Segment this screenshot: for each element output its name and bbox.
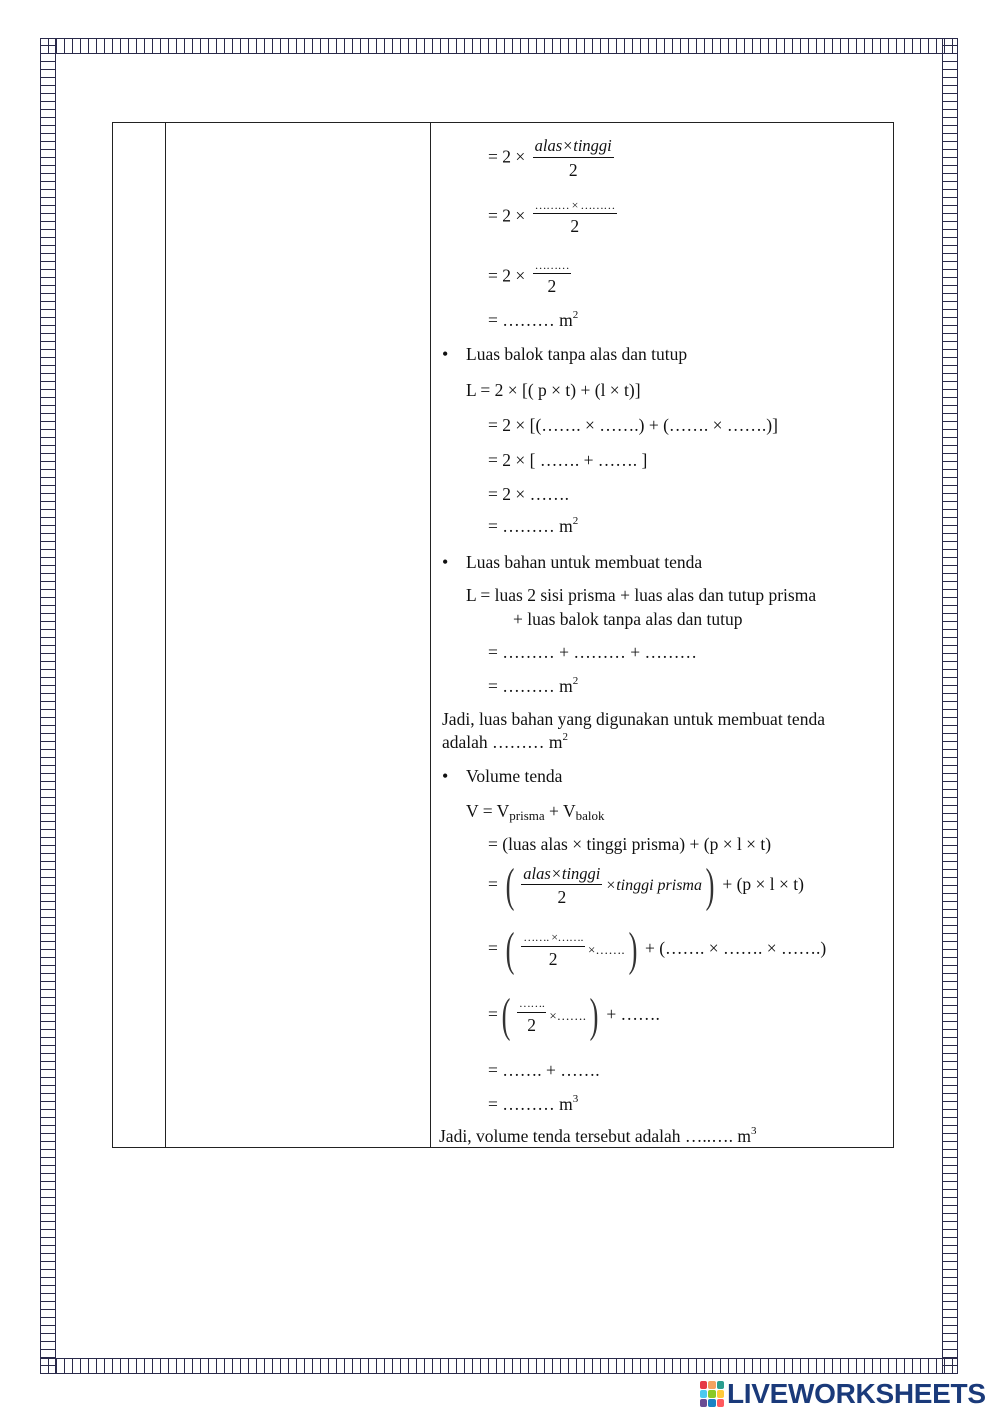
equation-line: = ……… $m^3$ xyxy=(488,1093,579,1114)
fraction: $\frac{\text{alas×tinggi}}{2}$ xyxy=(523,863,601,908)
equation-line: = 2 × [ ……. + ……. ] xyxy=(488,450,648,470)
equation-line: $V = V_{prisma} + V_{balok}$ xyxy=(466,801,605,823)
equation-line: L = 2 × [( p × t) + (l × t)] xyxy=(466,380,641,400)
fraction: $\frac{\dots\dots. \times\dots\dots.}{2}$ xyxy=(523,930,584,969)
column-divider-2 xyxy=(430,123,431,1147)
liveworksheets-wordmark: LIVEWORKSHEETS xyxy=(727,1378,986,1409)
equation-line: = ……… + ……… + ……… xyxy=(488,642,697,662)
equation-line: + luas balok tanpa alas dan tutup xyxy=(513,609,743,629)
logo-tile xyxy=(717,1390,724,1398)
bullet-heading: •Volume tenda xyxy=(442,766,562,788)
conclusion-text: Jadi, volume tenda tersebut adalah …..…. $m^3$ xyxy=(439,1125,757,1146)
fraction: $\frac{\text{alas×tinggi}}{2}$ xyxy=(534,136,612,180)
equation-line: =( $\frac{\dots\dots.}{2}$ ×…….) + ……. xyxy=(488,989,660,1042)
equation-line: = ……… $m^2$ xyxy=(488,309,579,330)
fraction: $\frac{\dots\dots.}{2}$ xyxy=(518,996,545,1035)
logo-tile xyxy=(700,1381,707,1389)
logo-tile xyxy=(700,1390,707,1398)
border-bottom xyxy=(40,1358,958,1374)
equation-line: = 2 × ……. xyxy=(488,484,569,504)
logo-tile xyxy=(700,1399,707,1407)
conclusion-text: adalah ……… $m^2$ xyxy=(442,731,569,752)
liveworksheets-logo xyxy=(700,1378,986,1410)
equation-line: = ……. + ……. xyxy=(488,1060,600,1080)
border-top xyxy=(40,38,958,54)
equation-line: = 2 × [(……. × …….) + (……. × …….)] xyxy=(488,415,778,435)
equation-line: = ……… $m^2$ xyxy=(488,515,579,536)
fraction: $\frac{\dots\dots\dots}{2}$ xyxy=(534,258,570,297)
logo-tile xyxy=(717,1399,724,1407)
equation-line: = 2 × $\frac{\text{alas×tinggi}}{2}$ xyxy=(488,136,612,180)
liveworksheets-icon xyxy=(700,1381,724,1407)
border-right xyxy=(942,38,958,1374)
equation-line: = 2 × $\frac{\dots\dots\dots}{2}$ xyxy=(488,258,570,297)
conclusion-text: Jadi, luas bahan yang digunakan untuk membuat tenda xyxy=(442,709,825,729)
bullet-heading: •Luas bahan untuk membuat tenda xyxy=(442,552,702,574)
equation-line: = ……… $m^2$ xyxy=(488,675,579,696)
equation-line: = 2 × $\frac{\dots\dots\dots \times \dots\dots\dots}{2}$ xyxy=(488,198,615,237)
logo-tile xyxy=(708,1381,715,1389)
border-left xyxy=(40,38,56,1374)
equation-line: = (luas alas × tinggi prisma) + (p × l × t) xyxy=(488,834,772,854)
column-divider-1 xyxy=(165,123,166,1147)
bullet-heading: •Luas balok tanpa alas dan tutup xyxy=(442,344,687,366)
equation-line: L = luas 2 sisi prisma + luas alas dan tutup prisma xyxy=(466,585,817,605)
logo-tile xyxy=(717,1381,724,1389)
fraction: $\frac{\dots\dots\dots \times \dots\dots\dots}{2}$ xyxy=(534,198,615,237)
logo-tile xyxy=(708,1390,715,1398)
equation-line: = ( $\frac{\text{alas×tinggi}}{2}$ ×tinggi prisma) + (p × l × t) xyxy=(488,859,804,912)
equation-line: = ( $\frac{\dots\dots. \times\dots\dots.}{2}$ ×…….) + (……. × ……. × …….) xyxy=(488,923,827,976)
logo-tile xyxy=(708,1399,715,1407)
